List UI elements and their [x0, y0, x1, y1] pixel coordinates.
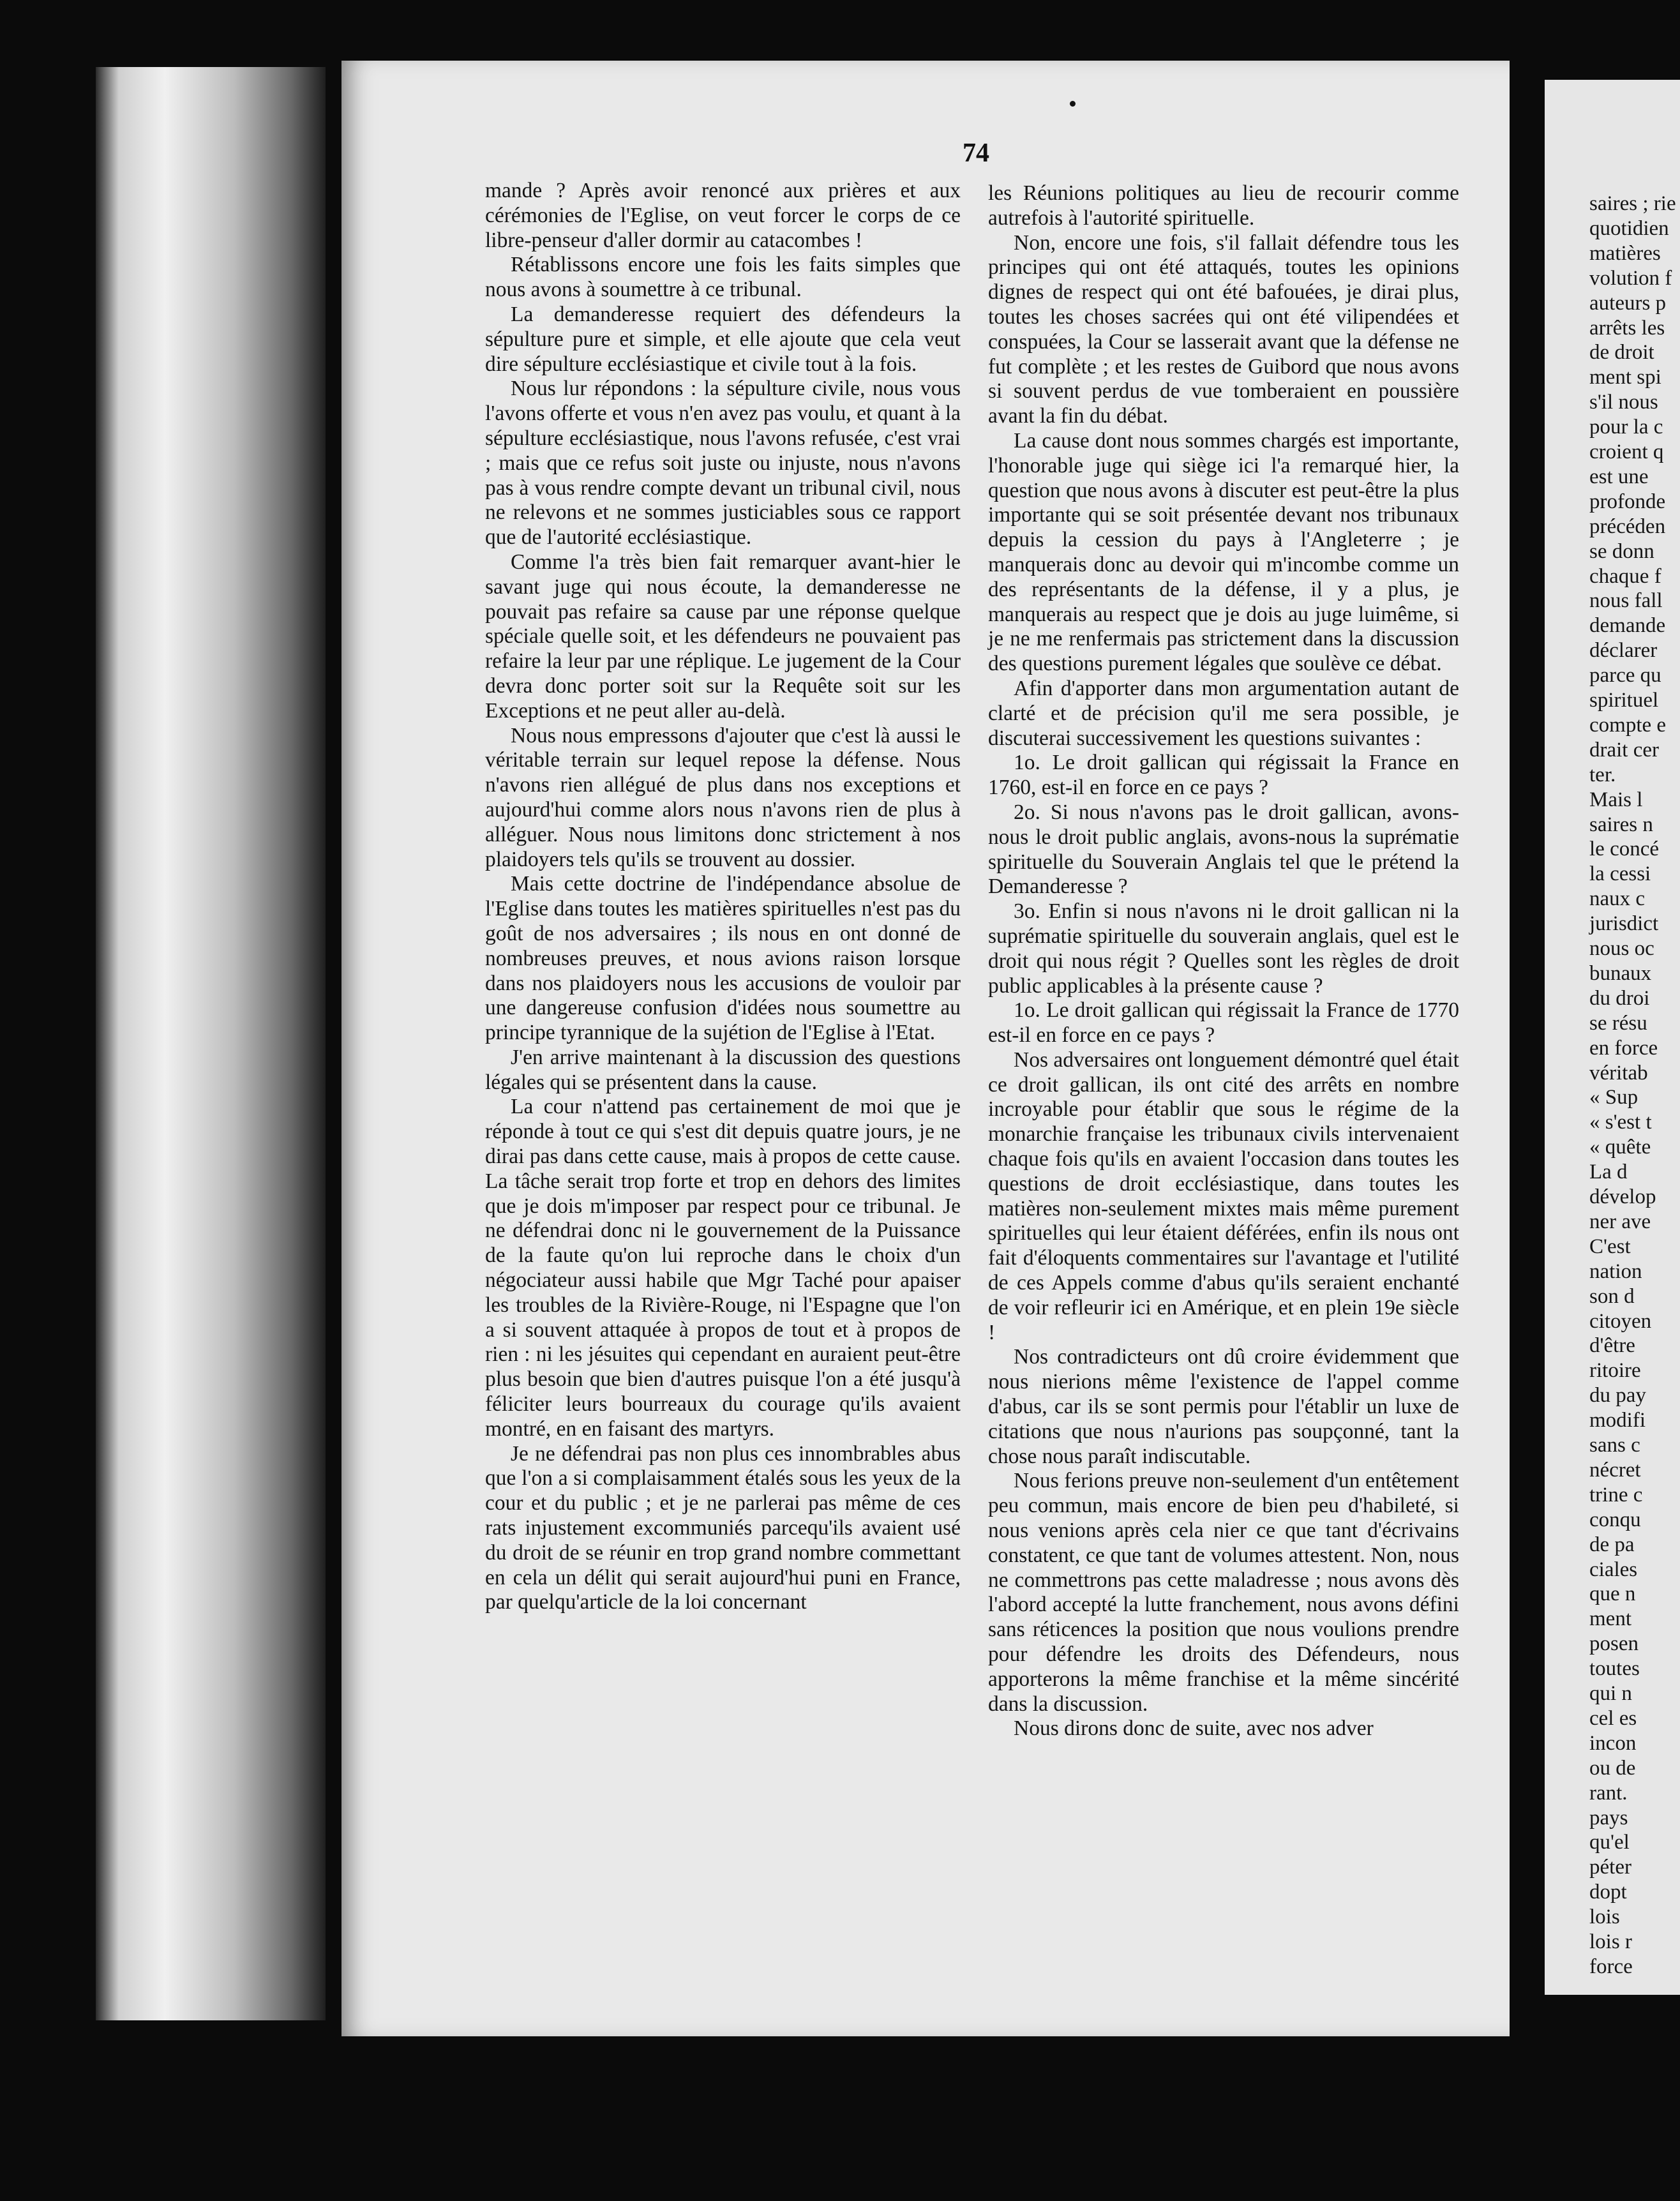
- text-fragment: incon: [1589, 1731, 1637, 1755]
- text-fragment: quotidien: [1589, 216, 1669, 240]
- text-fragment: toutes: [1589, 1657, 1640, 1681]
- text-fragment: en force: [1589, 1036, 1658, 1060]
- paragraph: les Réunions politiques au lieu de recourir comme autrefois à l'autorité spirituelle.: [988, 181, 1459, 230]
- paragraph: La cause dont nous sommes chargés est importante, l'honorable juge qui siège ici l'a remarqué hier, la question que nous avons à discuter est peut-être la plus importante qui se soit présentée devant nos tribunaux depuis la cession du pays à l'Angleterre ; je manquerais donc au devoir qui m'incombe comme un des représentants de la défense, il y a plus, je manquerais au respect que je dois au juge luimême, si je ne me renfermais pas strictement dans la discussion des questions purement légales que soulève ce débat.: [988, 428, 1459, 676]
- text-fragment: « quête: [1589, 1136, 1651, 1159]
- text-fragment: C'est: [1589, 1235, 1631, 1258]
- text-fragment: saires ; rie: [1589, 192, 1676, 215]
- text-fragment: nation: [1589, 1259, 1642, 1283]
- text-fragment: lois: [1589, 1905, 1620, 1929]
- text-fragment: profonde: [1589, 490, 1666, 513]
- text-fragment: ter.: [1589, 763, 1616, 786]
- text-fragment: de pa: [1589, 1533, 1635, 1556]
- paragraph: Nous lur répondons : la sépulture civile, nous vous l'avons offerte et vous n'en avez pas voulu, et quant à la sépulture ecclésiastique, nous l'avons refusée, c'est vrai ; mais que ce refus soit juste ou injuste, nous n'avons pas à vous rendre compte devant un tribunal civil, nous ne relevons et ne sommes justiciables sous ce rapport que de l'autorité ecclésiastique.: [485, 377, 961, 550]
- text-fragment: la cessi: [1589, 862, 1651, 886]
- text-fragment: le concé: [1589, 838, 1660, 861]
- text-fragment: dévelop: [1589, 1185, 1656, 1208]
- text-fragment: qu'el: [1589, 1831, 1630, 1854]
- text-fragment: véritab: [1589, 1061, 1648, 1085]
- text-fragment: d'être: [1589, 1334, 1635, 1358]
- paragraph: Rétablissons encore une fois les faits simples que nous avons à soumettre à ce tribunal.: [485, 253, 961, 302]
- text-fragment: conqu: [1589, 1508, 1641, 1531]
- text-fragment: est une: [1589, 465, 1649, 488]
- text-fragment: qui n: [1589, 1682, 1632, 1705]
- page-number: 74: [963, 139, 989, 168]
- left-column: [485, 179, 961, 1615]
- text-fragment: arrêts les: [1589, 316, 1665, 340]
- text-fragment: rant.: [1589, 1781, 1628, 1805]
- text-fragment: « Sup: [1589, 1086, 1639, 1109]
- paragraph: 1o. Le droit gallican qui régissait la France de 1770 est-il en force en ce pays ?: [988, 998, 1459, 1048]
- text-fragment: naux c: [1589, 887, 1646, 911]
- ink-dot: [1070, 101, 1076, 107]
- text-fragment: ciales: [1589, 1558, 1638, 1581]
- text-fragment: du pay: [1589, 1384, 1646, 1408]
- text-fragment: péter: [1589, 1856, 1631, 1879]
- text-fragment: cel es: [1589, 1706, 1637, 1730]
- text-fragment: pour la c: [1589, 416, 1663, 439]
- text-fragment: dopt: [1589, 1881, 1627, 1904]
- paragraph: 3o. Enfin si nous n'avons ni le droit gallican ni la suprématie spirituelle du souverain anglais, quel est le droit qui nous régit ? Quelles sont les règles de droit public applicables à la présente cause ?: [988, 899, 1459, 998]
- text-fragment: ou de: [1589, 1756, 1636, 1780]
- text-fragment: saires n: [1589, 813, 1653, 836]
- text-fragment: parce qu: [1589, 664, 1661, 687]
- text-fragment: drait cer: [1589, 738, 1660, 762]
- text-fragment: Mais l: [1589, 788, 1643, 811]
- text-fragment: posen: [1589, 1632, 1639, 1656]
- text-fragment: lois r: [1589, 1930, 1632, 1953]
- text-fragment: se donn: [1589, 539, 1654, 563]
- text-fragment: sans c: [1589, 1434, 1640, 1457]
- paragraph: J'en arrive maintenant à la discussion des questions légales qui se présentent dans la cause.: [485, 1045, 961, 1094]
- text-fragment: demande: [1589, 614, 1666, 638]
- text-fragment: nous oc: [1589, 937, 1654, 960]
- paragraph: La demanderesse requiert des défendeurs la sépulture pure et simple, et elle ajoute que cela veut dire sépulture ecclésiastique et civile tout à la fois.: [485, 302, 961, 376]
- paragraph: Mais cette doctrine de l'indépendance absolue de l'Eglise dans toutes les matières spirituelles n'est pas du goût de nos adversaires ; ils nous en ont donné de nombreuses preuves, et nous avions raison lorsque dans nos plaidoyers nous les accusions de vouloir par une dangereuse confusion d'idées nous soumettre au principe tyrannique de la sujétion de l'Eglise à l'Etat.: [485, 872, 961, 1045]
- text-fragment: s'il nous: [1589, 391, 1658, 414]
- paragraph: La cour n'attend pas certainement de moi que je réponde à tout ce qui s'est dit depuis quatre jours, je ne dirai pas dans cette cause, mais à propos de cette cause. La tâche serait trop forte et trop en dehors des limites que je dois m'imposer par respect pour ce tribunal. Je ne défendrai donc ni le gouvernement de la Puissance de la faute qu'on lui reproche dans le choix d'un négociateur aussi habile que Mgr Taché pour apaiser les troubles de la Rivière-Rouge, ni l'Espagne que l'on a si souvent attaquée à propos de tout et à propos de rien : ni les jésuites qui cependant en auraient peut-être plus besoin que bien d'autres puisque l'on a été jusqu'à féliciter leurs bourreaux du courage qu'ils avaient montré, en en faisant des martyrs.: [485, 1095, 961, 1441]
- text-fragment: ment spi: [1589, 366, 1661, 389]
- paragraph: Nous ferions preuve non-seulement d'un entêtement peu commun, mais encore de bien peu d'habileté, si nous venions après cela nier ce que tant d'écrivains constatent, ce que tant de volumes attestent. Non, nous ne commettrons pas cette maladresse ; nous avons dès l'abord accepté la lutte franchement, nous avons défini sans réticences la position que nous voulions prendre pour défendre les droits des Défendeurs, nous apporterons la même franchise et la même sincérité dans la discussion.: [988, 1469, 1459, 1716]
- paragraph: Comme l'a très bien fait remarquer avant-hier le savant juge qui nous écoute, la demanderesse ne pouvait pas refaire sa cause par une réponse quelque spéciale quelle soit, et les défendeurs ne pouvaient pas refaire la leur par une réplique. Le jugement de la Cour devra donc porter soit sur la Requête soit sur les Exceptions et ne peut aller au-delà.: [485, 550, 961, 723]
- text-fragment: compte e: [1589, 713, 1667, 737]
- text-fragment: précéden: [1589, 515, 1666, 538]
- text-fragment: bunaux: [1589, 961, 1652, 985]
- text-fragment: ner ave: [1589, 1210, 1651, 1233]
- text-fragment: matières: [1589, 241, 1661, 265]
- text-fragment: de droit: [1589, 341, 1654, 364]
- paragraph: Nous dirons donc de suite, avec nos adver: [1014, 1716, 1374, 1741]
- text-fragment: pays: [1589, 1806, 1628, 1829]
- paragraph: 1o. Le droit gallican qui régissait la France en 1760, est-il en force en ce pays ?: [988, 751, 1459, 800]
- paragraph: Nos contradicteurs ont dû croire évidemment que nous nierions même l'existence de l'appel comme d'abus, car ils se sont permis pour l'établir un luxe de citations que nous n'aurions pas soupçonné, tant la chose nous paraît indiscutable.: [988, 1345, 1459, 1468]
- text-fragment: modifi: [1589, 1409, 1646, 1432]
- text-fragment: nécret: [1589, 1458, 1641, 1482]
- paragraph: Je ne défendrai pas non plus ces innombrables abus que l'on a si complaisamment étalés sous les yeux de la cour et du public ; et je ne parlerai pas même de ces rats injustement excommuniés parcequ'ils avaient usé du droit de se réunir en trop grand nombre commettant en cela un délit qui serait aujourd'hui puni en France, par quelqu'article de la loi concernant: [485, 1441, 961, 1614]
- text-fragment: se résu: [1589, 1011, 1647, 1035]
- book-edge-left: [96, 67, 326, 2020]
- text-fragment: déclarer: [1589, 639, 1658, 663]
- adjacent-page-fragment: [1545, 80, 1680, 1995]
- text-fragment: croient q: [1589, 440, 1664, 463]
- text-fragment: force: [1589, 1955, 1633, 1978]
- text-fragment: auteurs p: [1589, 291, 1667, 315]
- paragraph: Afin d'apporter dans mon argumentation autant de clarté et de précision qu'il me sera possible, je discuterai successivement les questions suivantes :: [988, 676, 1459, 750]
- text-fragment: spirituel: [1589, 689, 1659, 712]
- text-fragment: ritoire: [1589, 1359, 1641, 1383]
- paragraph: 2o. Si nous n'avons pas le droit gallican, avons-nous le droit public anglais, avons-nous la suprématie spirituelle du Souverain Anglais tel que le prétend la Demanderesse ?: [988, 800, 1459, 899]
- text-fragment: jurisdict: [1589, 912, 1659, 936]
- paragraph: Nous nous empressons d'ajouter que c'est là aussi le véritable terrain sur lequel repose la défense. Nous n'avons rien allégué de plus dans nos exceptions et aujourd'hui comme alors nous n'avons rien de plus à alléguer. Nous nous limitons donc strictement à nos plaidoyers tels qu'ils se trouvent au dossier.: [485, 723, 961, 871]
- paragraph: mande ? Après avoir renoncé aux prières et aux cérémonies de l'Eglise, on veut forcer le corps de ce libre-penseur d'aller dormir au catacombes !: [485, 179, 961, 252]
- text-fragment: que n: [1589, 1582, 1636, 1606]
- text-fragment: « s'est t: [1589, 1111, 1652, 1134]
- text-fragment: volution f: [1589, 266, 1672, 290]
- text-fragment: trine c: [1589, 1483, 1643, 1506]
- text-fragment: ment: [1589, 1607, 1631, 1631]
- text-fragment: du droi: [1589, 986, 1650, 1010]
- text-fragment: nous fall: [1589, 589, 1663, 613]
- text-fragment: son d: [1589, 1284, 1635, 1308]
- text-fragment: La d: [1589, 1161, 1628, 1184]
- text-fragment: chaque f: [1589, 564, 1661, 588]
- text-fragment: citoyen: [1589, 1309, 1652, 1333]
- right-column: [988, 181, 1459, 1741]
- paragraph: Non, encore une fois, s'il fallait défendre tous les principes qui ont été attaqués, toutes les opinions dignes de respect qui ont été bafouées, je dirai plus, toutes les choses sacrées qui ont été vilipendées et conspuées, la Cour se lasserait avant que la défense ne fut complète ; et les restes de Guibord que nous avons si souvent perdus de vue tomberaient en poussière avant la fin du débat.: [988, 230, 1459, 428]
- paragraph: Nos adversaires ont longuement démontré quel était ce droit gallican, ils ont cité des arrêts en nombre incroyable pour établir que sous le régime de la monarchie française les tribunaux civils intervenaient chaque fois qu'ils en avaient l'occasion dans toutes les questions de droit ecclésiastique, dans toutes les matières non-seulement mixtes mais même purement spirituelles qui leur étaient déférées, enfin ils nous ont fait d'éloquents commentaires sur l'avantage et l'utilité de ces Appels comme d'abus qu'ils seraient enchanté de voir refleurir ici en Amérique, et en plein 19e siècle !: [988, 1048, 1459, 1344]
